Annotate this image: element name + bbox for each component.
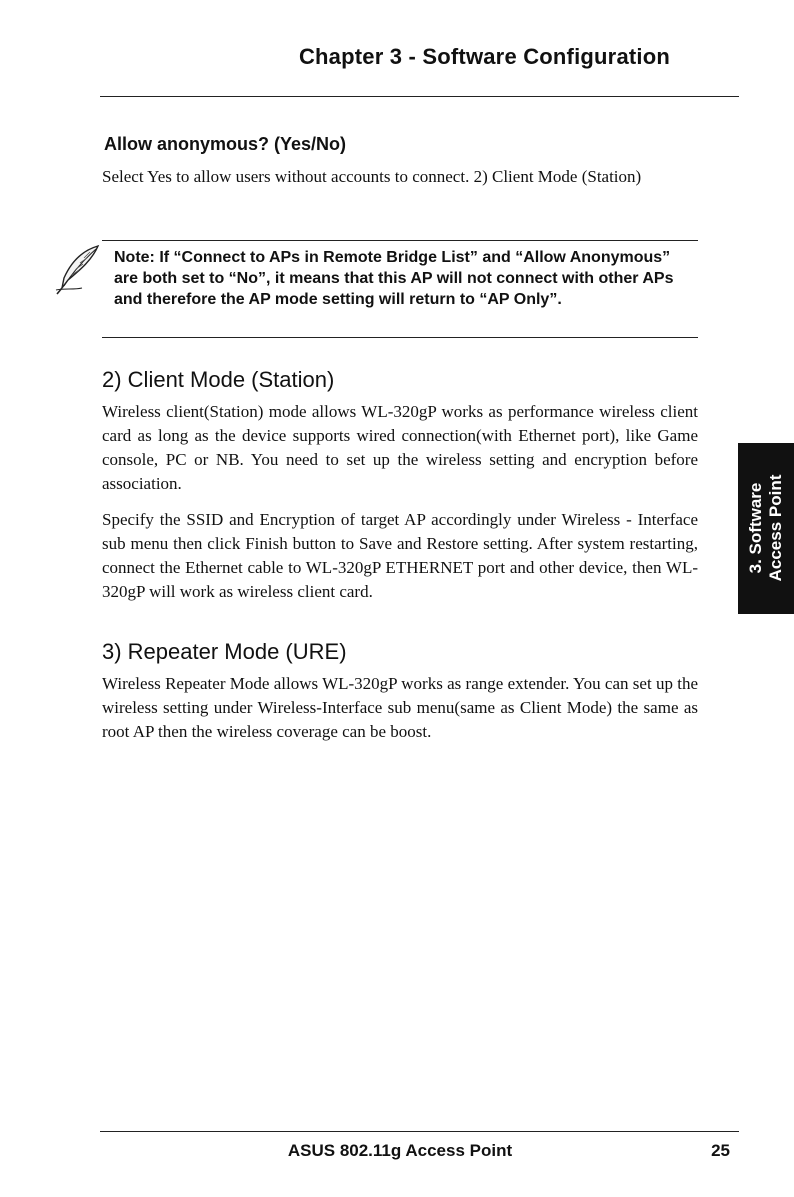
footer-title: ASUS 802.11g Access Point	[287, 1141, 513, 1160]
repeater-mode-paragraph: Wireless Repeater Mode allows WL-320gP works as range extender. You can set up the wireless setting under Wireless-Interface sub menu(same as Client Mode) the same as root AP then the wireless coverage can be boost.	[102, 674, 698, 741]
chapter-side-tab	[738, 443, 794, 614]
client-mode-title: 2) Client Mode (Station)	[102, 367, 335, 392]
client-mode-paragraph-2: Specify the SSID and Encryption of target AP accordingly under Wireless - Interface sub menu then click Finish button to Save and Restore setting. After system restarting, connect the Ethernet cable to WL-320gP ETHERNET port and other device, then WL-320gP will work as wireless client card.	[102, 510, 698, 601]
footer-divider	[100, 1131, 739, 1132]
side-tab-line-1: 3. Software	[746, 482, 765, 574]
chapter-title: Chapter 3 - Software Configuration	[298, 44, 670, 69]
client-mode-paragraph-1: Wireless client(Station) mode allows WL-320gP works as performance wireless client card as long as the device supports wired connection(with Ethernet port), like Game console, PC or NB. You need to set up the wireless setting and encryption before association.	[102, 402, 698, 493]
allow-anonymous-text: Select Yes to allow users without accounts to connect. 2) Client Mode (Station)	[102, 167, 642, 186]
note-text: Note: If “Connect to APs in Remote Bridge List” and “Allow Anonymous” are both set to “No”, it means that this AP will not connect with other APs and therefore the AP mode setting will return to “AP Only”.	[114, 249, 674, 308]
side-tab-line-2: Access Point	[766, 474, 785, 582]
allow-anonymous-heading: Allow anonymous? (Yes/No)	[104, 134, 347, 154]
page-number: 25	[711, 1141, 730, 1160]
repeater-mode-title: 3) Repeater Mode (URE)	[102, 639, 347, 664]
header-divider	[100, 96, 739, 97]
feather-pen-icon	[54, 244, 102, 296]
note-box	[102, 240, 698, 338]
side-tab-label	[746, 475, 786, 582]
